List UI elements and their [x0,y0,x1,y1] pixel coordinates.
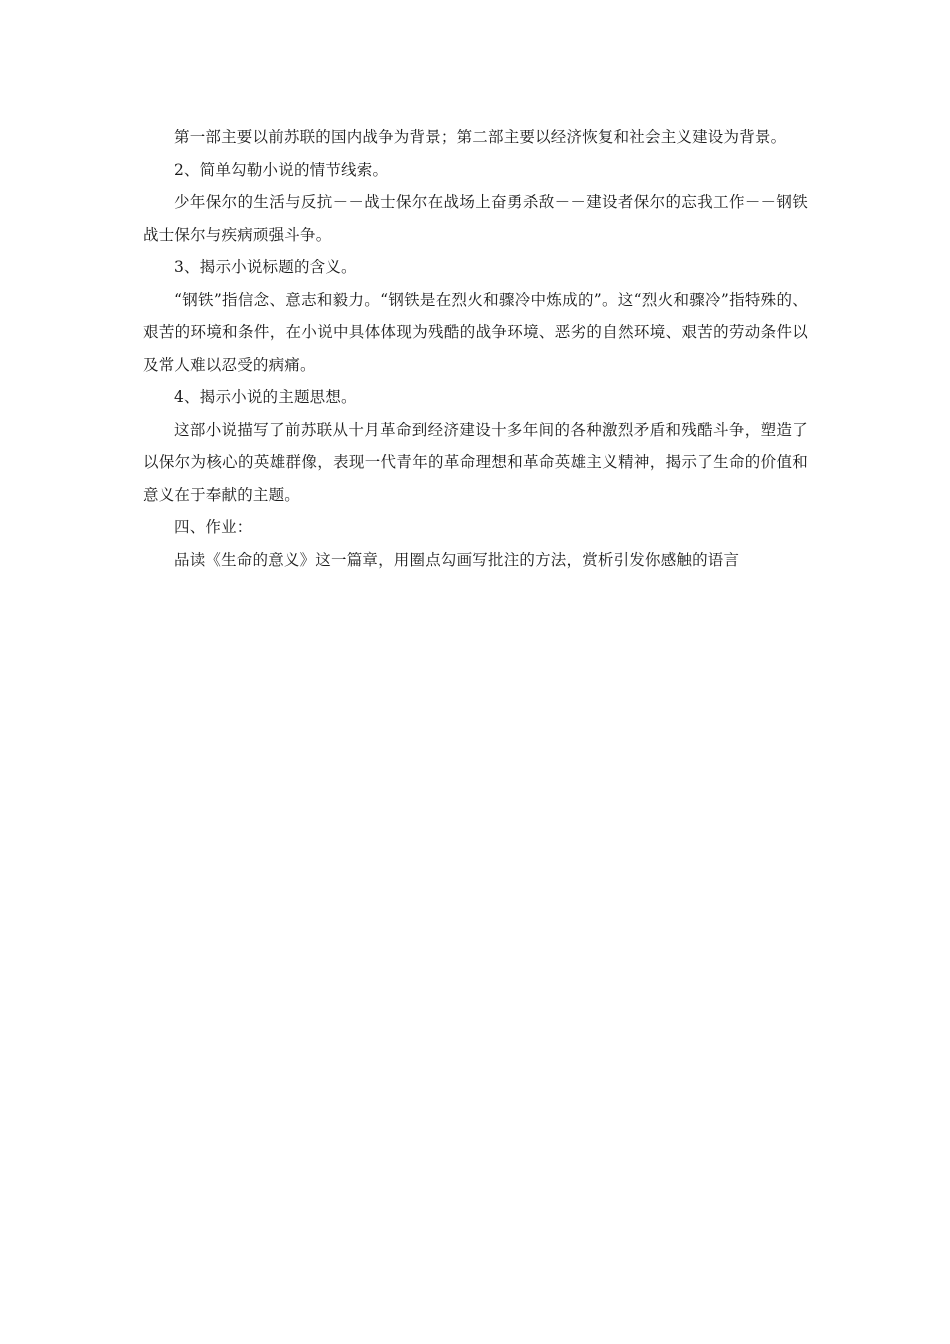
heading-plot-outline: 2、简单勾勒小说的情节线索。 [174,160,389,179]
document-body [143,121,808,576]
paragraph-theme: 这部小说描写了前苏联从十月革命到经济建设十多年间的各种激烈矛盾和残酷斗争，塑造了以保尔为核心的英雄群像，表现一代青年的革命理想和革命英雄主义精神，揭示了生命的价值和意义在于奉献的主题。 [143,420,808,504]
paragraph-plot-line: 少年保尔的生活与反抗－－战士保尔在战场上奋勇杀敌－－建设者保尔的忘我工作－－钢铁战士保尔与疾病顽强斗争。 [143,193,808,244]
heading-homework: 四、作业： [174,518,253,536]
heading-theme: 4、揭示小说的主题思想。 [174,388,357,406]
paragraph-title-meaning: “钢铁”指信念、意志和毅力。“钢铁是在烈火和骤冷中炼成的”。这“烈火和骤冷”指特殊的、艰苦的环境和条件，在小说中具体体现为残酷的战争环境、恶劣的自然环境、艰苦的劳动条件以及常人难以忍受的病痛。 [143,290,808,374]
paragraph-homework: 品读《生命的意义》这一篇章，用圈点勾画写批注的方法，赏析引发你感触的语言 [174,550,740,569]
heading-title-meaning: 3、揭示小说标题的含义。 [174,258,357,276]
paragraph-background: 第一部主要以前苏联的国内战争为背景；第二部主要以经济恢复和社会主义建设为背景。 [174,128,787,146]
